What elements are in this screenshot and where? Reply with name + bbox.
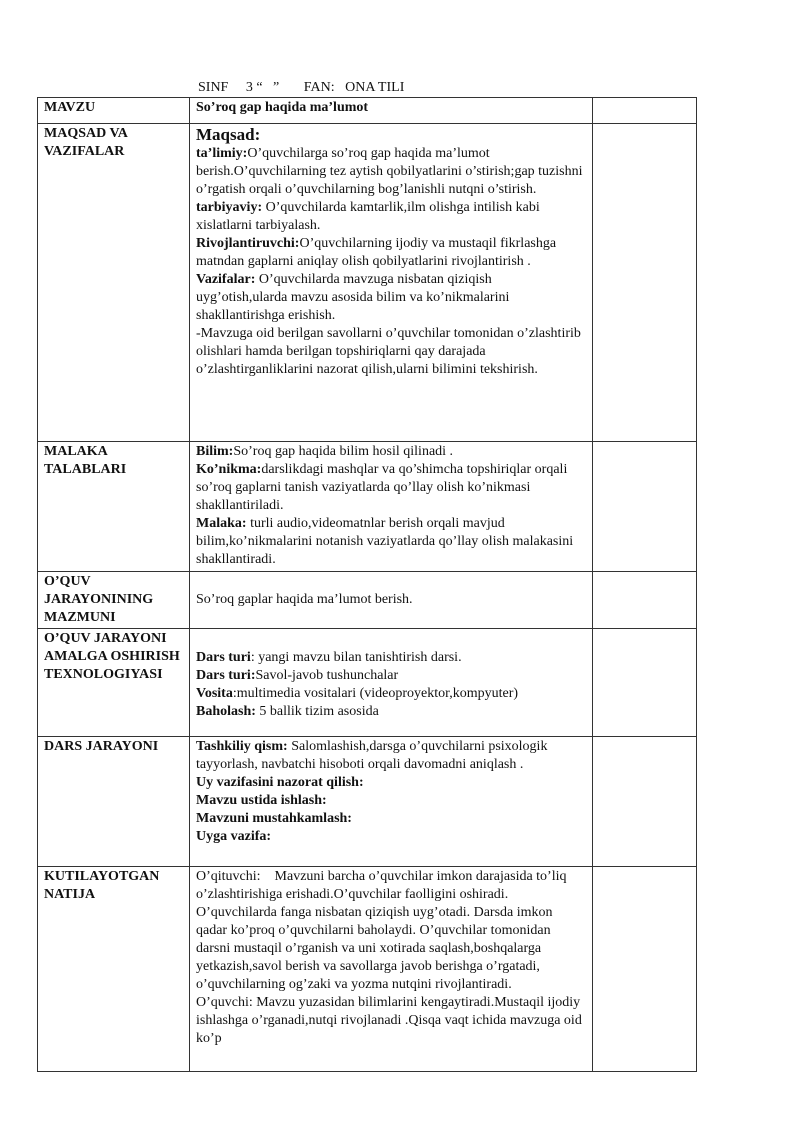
vazifalar-paragraph [196,271,586,325]
row-texnologiya [38,629,697,737]
dars-turi-text: : yangi mavzu bilan tanishtirish darsi. [250,650,462,665]
mazmun-content: So’roq gaplar haqida ma’lumot berish. [190,572,593,629]
uy-nazorat-line: Uy vazifasini nazorat qilish: [196,775,364,790]
baholash-label: Baholash: [196,704,256,719]
topic-title: So’roq gap haqida ma’lumot [190,98,593,124]
row-mazmun [38,572,697,629]
natija-student-paragraph: O’quvchi: Mavzu yuzasidan bilimlarini kengaytiradi.Mustaqil ijodiy ishlashga o’rganadi,nutqi rivojlanadi .Qisqa vaqt ichida mavzuga oid ko’p [196,995,582,1046]
natija-teacher-paragraph: O’qituvchi: Mavzuni barcha o’quvchilar imkon darajasida to’liq o’zlashtirishiga erishadi.O’quvchilar faolligini oshiradi. O’quvchilarda fanga nisbatan qiziqish uyg’otadi. Darsda imkon qadar ko’proq o’quvchilarni baholaydi. O’quvchilar tomonidan darsni mustaqil o’rganish va uni xotirada saqlash,boshqalarga yetkazish,savol berish va savollarga javob berishga o’rgatadi, o’quvchilarning og’zaki va yozma nutqini rivojlantiradi. [196,869,571,992]
row-mavzu [38,98,697,124]
dars-turi-paragraph [196,649,586,667]
empty-cell [593,572,697,629]
talimiy-label: ta’limiy: [196,146,248,161]
row-maqsad [38,124,697,442]
vazifalar-label: Vazifalar: [196,272,256,287]
label-malaka: MALAKA TALABLARI [38,442,190,572]
vosita-paragraph [196,685,586,703]
row-natija [38,867,697,1072]
empty-cell [593,867,697,1072]
tarbiyaviy-text: O’quvchilarda kamtarlik,ilm olishga intilish kabi xislatlarni tarbiyalash. [196,200,540,233]
tashkiliy-paragraph [196,738,586,774]
vazifalar-text: O’quvchilarda mavzuga nisbatan qiziqish uyg’otish,ularda mavzu asosida bilim va ko’nikmalarini shakllantirishga erishish. [196,272,510,323]
empty-cell [593,629,697,737]
bilim-paragraph [196,443,586,461]
texnologiya-content [190,629,593,737]
lesson-plan-table [37,97,697,1072]
row-jarayon [38,737,697,867]
rivoj-label: Rivojlantiruvchi: [196,236,300,251]
talimiy-paragraph [196,145,586,199]
bilim-label: Bilim: [196,444,234,459]
malaka-paragraph [196,515,586,569]
bilim-text: So’roq gap haqida bilim hosil qilinadi . [233,444,454,459]
konikma-label: Ko’nikma: [196,462,262,477]
rivoj-text: O’quvchilarning ijodiy va mustaqil fikrlashga matndan gaplarni aniqlay olish qobilyatlarini rivojlantirish . [196,236,557,269]
maqsad-heading: Maqsad: [196,125,261,144]
malaka-text: turli audio,videomatnlar berish orqali mavjud bilim,ko’nikmalarini notanish vaziyatlarda qo’llay olish malakasini shakllantiradi. [196,516,574,567]
mustahkamlash-line: Mavzuni mustahkamlash: [196,811,352,826]
dars-turi2-paragraph [196,667,586,685]
vosita-text: :multimedia vositalari (videoproyektor,kompyuter) [232,686,519,701]
label-natija: KUTILAYOTGAN NATIJA [38,867,190,1072]
dars-turi2-text: Savol-javob tushunchalar [255,668,399,683]
page-header: SINF 3 “ ” FAN: ONA TILI [198,80,405,95]
konikma-paragraph [196,461,586,515]
row-malaka [38,442,697,572]
empty-cell [593,98,697,124]
tarbiyaviy-label: tarbiyaviy: [196,200,263,215]
label-maqsad: MAQSAD VA VAZIFALAR [38,124,190,442]
baholash-paragraph [196,703,586,721]
maqsad-content [190,124,593,442]
empty-cell [593,442,697,572]
jarayon-content [190,737,593,867]
baholash-text: 5 ballik tizim asosida [255,704,379,719]
mavzu-ustida-line: Mavzu ustida ishlash: [196,793,327,808]
dars-turi2-label: Dars turi: [196,668,256,683]
label-jarayon: DARS JARAYONI [38,737,190,867]
label-mazmun: O’QUV JARAYONINING MAZMUNI [38,572,190,629]
malaka-label: Malaka: [196,516,247,531]
tarbiyaviy-paragraph [196,199,586,235]
label-mavzu: MAVZU [38,98,190,124]
malaka-content [190,442,593,572]
label-texnologiya: O’QUV JARAYONI AMALGA OSHIRISH TEXNOLOGIYASI [38,629,190,737]
extra-paragraph: -Mavzuga oid berilgan savollarni o’quvchilar tomonidan o’zlashtirib olishlari hamda berilgan topshiriqlarni qay darajada o’zlashtirganliklarini nazorat qilish,ularni bilimini tekshirish. [196,326,581,377]
vosita-label: Vosita [196,686,233,701]
empty-cell [593,737,697,867]
rivoj-paragraph [196,235,586,271]
tashkiliy-label: Tashkiliy qism: [196,739,288,754]
konikma-text: darslikdagi mashqlar va qo’shimcha topshiriqlar orqali so’roq gaplarni tanish vaziyatlarda qo’llay olish ko’nikmasi shakllantiriladi. [196,462,568,513]
uyga-vazifa-line: Uyga vazifa: [196,829,272,844]
natija-content [190,867,593,1072]
empty-cell [593,124,697,442]
talimiy-text: O’quvchilarga so’roq gap haqida ma’lumot berish.O’quvchilarning tez aytish qobilyatlarini o’stirish;gap tuzishni o’rgatish orqali o’quvchilarning bog’lanishli nutqni o’stirish. [196,146,583,197]
tashkiliy-text: Salomlashish,darsga o’quvchilarni psixologik tayyorlash, navbatchi hisoboti orqali davomadni aniqlash . [196,739,548,772]
dars-turi-label: Dars turi [196,650,251,665]
